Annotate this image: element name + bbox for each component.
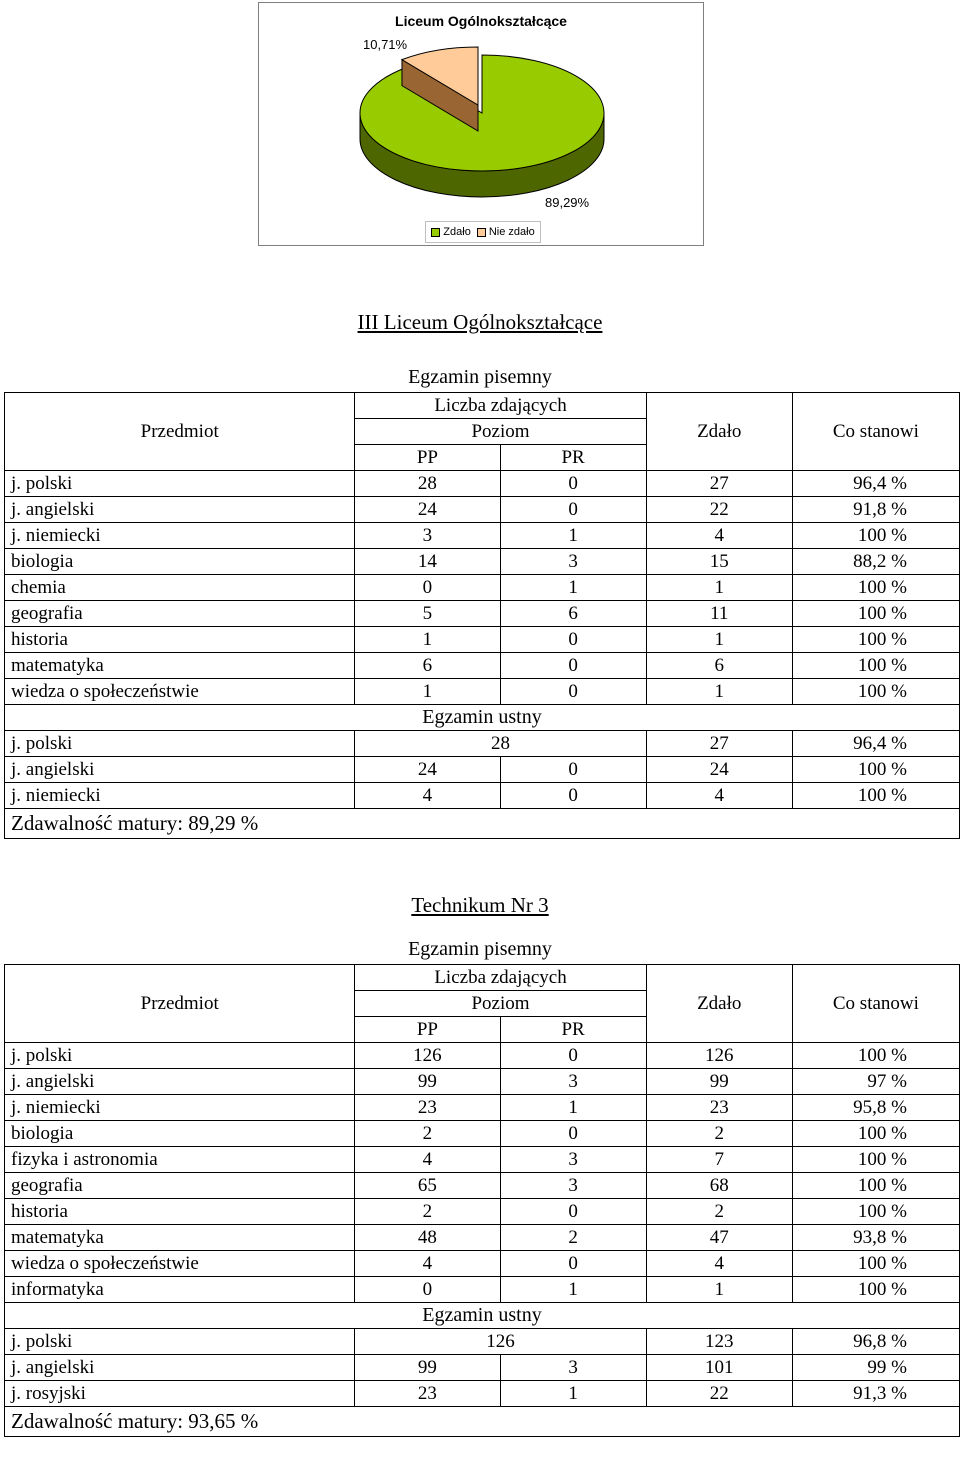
passed-cell: 27: [646, 471, 792, 497]
subject-cell: informatyka: [5, 1277, 355, 1303]
pp-cell: 4: [355, 1147, 500, 1173]
count-cell: 126: [355, 1329, 646, 1355]
pr-cell: 0: [500, 679, 646, 705]
passed-cell: 23: [646, 1095, 792, 1121]
pp-cell: 5: [355, 601, 500, 627]
pr-cell: 0: [500, 1043, 646, 1069]
header-row: [5, 393, 960, 419]
passed-cell: 22: [646, 1381, 792, 1407]
oral-heading: Egzamin ustny: [5, 1303, 960, 1329]
pp-cell: 14: [355, 549, 500, 575]
subject-cell: geografia: [5, 601, 355, 627]
pr-cell: 2: [500, 1225, 646, 1251]
subject-cell: j. angielski: [5, 757, 355, 783]
percent-cell: 100 %: [792, 1251, 959, 1277]
header-pr: PR: [500, 445, 646, 471]
header-level: Poziom: [355, 991, 646, 1017]
table-row: [5, 1199, 960, 1225]
pass-rate-summary: Zdawalność matury: 89,29 %: [5, 809, 960, 839]
pp-cell: 24: [355, 497, 500, 523]
percent-cell: 100 %: [792, 783, 959, 809]
percent-cell: 96,4 %: [792, 731, 959, 757]
pr-cell: 6: [500, 601, 646, 627]
percent-cell: 91,3 %: [792, 1381, 959, 1407]
percent-cell: 100 %: [792, 627, 959, 653]
subject-cell: historia: [5, 627, 355, 653]
legend-label-fail: Nie zdało: [488, 226, 535, 238]
percent-cell: 100 %: [792, 1199, 959, 1225]
percent-cell: 100 %: [792, 523, 959, 549]
pp-cell: 0: [355, 1277, 500, 1303]
pr-cell: 0: [500, 1199, 646, 1225]
percent-cell: 99 %: [792, 1355, 959, 1381]
passed-cell: 68: [646, 1173, 792, 1199]
pr-cell: 1: [500, 523, 646, 549]
subject-cell: j. rosyjski: [5, 1381, 355, 1407]
subject-cell: j. angielski: [5, 497, 355, 523]
percent-cell: 96,4 %: [792, 471, 959, 497]
pr-cell: 3: [500, 549, 646, 575]
pp-cell: 2: [355, 1199, 500, 1225]
pp-cell: 65: [355, 1173, 500, 1199]
table-row: [5, 1381, 960, 1407]
percent-cell: 95,8 %: [792, 1095, 959, 1121]
pr-cell: 3: [500, 1147, 646, 1173]
passed-cell: 22: [646, 497, 792, 523]
header-subject: Przedmiot: [5, 965, 355, 1043]
pp-cell: 48: [355, 1225, 500, 1251]
passed-cell: 1: [646, 627, 792, 653]
passed-cell: 126: [646, 1043, 792, 1069]
chart-legend: [425, 221, 541, 243]
oral-heading: Egzamin ustny: [5, 705, 960, 731]
table-row: [5, 523, 960, 549]
subject-cell: wiedza o społeczeństwie: [5, 679, 355, 705]
subject-cell: j. polski: [5, 731, 355, 757]
passed-cell: 1: [646, 679, 792, 705]
header-passed: Zdało: [646, 965, 792, 1043]
subject-cell: fizyka i astronomia: [5, 1147, 355, 1173]
pr-cell: 0: [500, 783, 646, 809]
passed-cell: 27: [646, 731, 792, 757]
legend-item-fail: [477, 226, 535, 238]
passed-cell: 24: [646, 757, 792, 783]
subject-cell: j. polski: [5, 471, 355, 497]
pie-chart-svg: [259, 3, 705, 247]
count-cell: 28: [355, 731, 646, 757]
subject-cell: j. niemiecki: [5, 523, 355, 549]
passed-cell: 1: [646, 1277, 792, 1303]
table-row: [5, 1095, 960, 1121]
passed-cell: 47: [646, 1225, 792, 1251]
pp-cell: 99: [355, 1355, 500, 1381]
subject-cell: matematyka: [5, 653, 355, 679]
chart-title: Liceum Ogólnokształcące: [395, 13, 567, 29]
table-row: [5, 497, 960, 523]
summary-row: [5, 1407, 960, 1437]
pr-cell: 0: [500, 627, 646, 653]
passed-cell: 1: [646, 575, 792, 601]
passed-cell: 123: [646, 1329, 792, 1355]
table-row: [5, 471, 960, 497]
written-heading-liceum: Egzamin pisemny: [408, 366, 552, 388]
pp-cell: 3: [355, 523, 500, 549]
pp-cell: 99: [355, 1069, 500, 1095]
table-row: [5, 1173, 960, 1199]
subject-cell: biologia: [5, 1121, 355, 1147]
subject-cell: historia: [5, 1199, 355, 1225]
pp-cell: 23: [355, 1381, 500, 1407]
table-row: [5, 679, 960, 705]
table-row: [5, 783, 960, 809]
pp-cell: 4: [355, 783, 500, 809]
percent-cell: 100 %: [792, 1147, 959, 1173]
subject-cell: j. angielski: [5, 1069, 355, 1095]
percent-cell: 100 %: [792, 653, 959, 679]
table-row: [5, 575, 960, 601]
table-row: [5, 1329, 960, 1355]
percent-cell: 100 %: [792, 757, 959, 783]
pr-cell: 1: [500, 1277, 646, 1303]
pie-chart: [258, 2, 704, 246]
pp-cell: 1: [355, 679, 500, 705]
header-pp: PP: [355, 1017, 500, 1043]
table-row: [5, 1277, 960, 1303]
subject-cell: matematyka: [5, 1225, 355, 1251]
pr-cell: 0: [500, 653, 646, 679]
percent-cell: 100 %: [792, 1277, 959, 1303]
header-row: [5, 965, 960, 991]
header-count: Liczba zdających: [355, 393, 646, 419]
percent-cell: 88,2 %: [792, 549, 959, 575]
percent-cell: 91,8 %: [792, 497, 959, 523]
header-pr: PR: [500, 1017, 646, 1043]
pr-cell: 1: [500, 575, 646, 601]
passed-cell: 15: [646, 549, 792, 575]
pr-cell: 1: [500, 1095, 646, 1121]
slice-label-fail: 10,71%: [363, 37, 408, 52]
pp-cell: 126: [355, 1043, 500, 1069]
summary-row: [5, 809, 960, 839]
table-row: [5, 601, 960, 627]
legend-item-pass: [431, 226, 471, 238]
percent-cell: 100 %: [792, 1121, 959, 1147]
passed-cell: 11: [646, 601, 792, 627]
section-title-technikum: Technikum Nr 3: [411, 893, 549, 917]
results-table-technikum: [4, 964, 960, 1437]
subject-cell: j. polski: [5, 1329, 355, 1355]
pass-rate-summary: Zdawalność matury: 93,65 %: [5, 1407, 960, 1437]
percent-cell: 97 %: [792, 1069, 959, 1095]
pp-cell: 2: [355, 1121, 500, 1147]
passed-cell: 6: [646, 653, 792, 679]
pr-cell: 0: [500, 1251, 646, 1277]
pr-cell: 3: [500, 1069, 646, 1095]
pr-cell: 0: [500, 471, 646, 497]
written-heading-technikum: Egzamin pisemny: [408, 938, 552, 960]
header-count: Liczba zdających: [355, 965, 646, 991]
subject-cell: biologia: [5, 549, 355, 575]
oral-heading-row: [5, 1303, 960, 1329]
header-subject: Przedmiot: [5, 393, 355, 471]
oral-heading-row: [5, 705, 960, 731]
passed-cell: 99: [646, 1069, 792, 1095]
subject-cell: j. niemiecki: [5, 1095, 355, 1121]
table-row: [5, 1355, 960, 1381]
passed-cell: 4: [646, 1251, 792, 1277]
pp-cell: 23: [355, 1095, 500, 1121]
pp-cell: 24: [355, 757, 500, 783]
pie-slice-pass: [360, 55, 604, 171]
table-row: [5, 757, 960, 783]
table-row: [5, 653, 960, 679]
subject-cell: wiedza o społeczeństwie: [5, 1251, 355, 1277]
subject-cell: j. angielski: [5, 1355, 355, 1381]
pp-cell: 1: [355, 627, 500, 653]
percent-cell: 100 %: [792, 1043, 959, 1069]
passed-cell: 7: [646, 1147, 792, 1173]
pr-cell: 1: [500, 1381, 646, 1407]
table-row: [5, 549, 960, 575]
pp-cell: 4: [355, 1251, 500, 1277]
subject-cell: j. niemiecki: [5, 783, 355, 809]
table-row: [5, 1121, 960, 1147]
table-row: [5, 627, 960, 653]
passed-cell: 2: [646, 1199, 792, 1225]
header-level: Poziom: [355, 419, 646, 445]
legend-swatch-fail: [477, 228, 486, 237]
section-title-liceum: III Liceum Ogólnokształcące: [357, 310, 603, 334]
table-row: [5, 1251, 960, 1277]
percent-cell: 100 %: [792, 601, 959, 627]
header-pp: PP: [355, 445, 500, 471]
table-row: [5, 1043, 960, 1069]
pr-cell: 3: [500, 1173, 646, 1199]
header-percent: Co stanowi: [792, 393, 959, 471]
slice-label-pass: 89,29%: [545, 195, 590, 210]
passed-cell: 101: [646, 1355, 792, 1381]
passed-cell: 2: [646, 1121, 792, 1147]
legend-swatch-pass: [431, 228, 440, 237]
percent-cell: 93,8 %: [792, 1225, 959, 1251]
passed-cell: 4: [646, 783, 792, 809]
subject-cell: geografia: [5, 1173, 355, 1199]
table-row: [5, 1069, 960, 1095]
pr-cell: 0: [500, 757, 646, 783]
table-row: [5, 1225, 960, 1251]
percent-cell: 100 %: [792, 575, 959, 601]
table-row: [5, 731, 960, 757]
header-percent: Co stanowi: [792, 965, 959, 1043]
pr-cell: 0: [500, 497, 646, 523]
pp-cell: 0: [355, 575, 500, 601]
percent-cell: 100 %: [792, 1173, 959, 1199]
subject-cell: j. polski: [5, 1043, 355, 1069]
legend-label-pass: Zdało: [443, 226, 471, 238]
passed-cell: 4: [646, 523, 792, 549]
pp-cell: 28: [355, 471, 500, 497]
pr-cell: 3: [500, 1355, 646, 1381]
pr-cell: 0: [500, 1121, 646, 1147]
percent-cell: 96,8 %: [792, 1329, 959, 1355]
pp-cell: 6: [355, 653, 500, 679]
percent-cell: 100 %: [792, 679, 959, 705]
subject-cell: chemia: [5, 575, 355, 601]
header-passed: Zdało: [646, 393, 792, 471]
table-row: [5, 1147, 960, 1173]
results-table-liceum: [4, 392, 960, 839]
